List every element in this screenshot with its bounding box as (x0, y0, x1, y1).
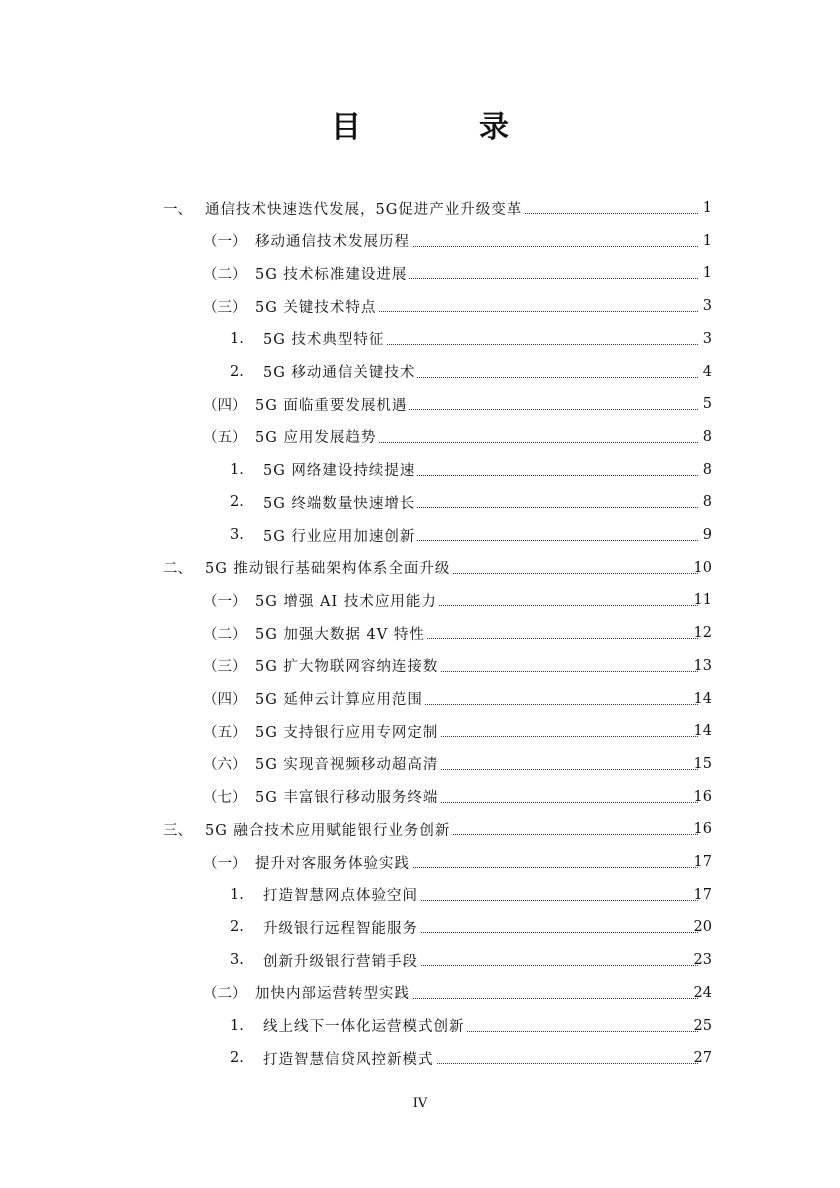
toc-entry-number: （三） (203, 659, 247, 676)
toc-entry[interactable] (0, 1009, 840, 1043)
toc-page-number: 8 (702, 461, 712, 478)
toc-page-number: 3 (702, 298, 712, 315)
toc-entry-title: 创新升级银行营销手段 (263, 950, 420, 971)
toc-page-number: 14 (693, 723, 712, 740)
toc-entry[interactable] (0, 910, 840, 944)
toc-entry[interactable] (0, 551, 840, 585)
toc-page-number: 9 (702, 527, 712, 543)
toc-entry-title: 移动通信技术发展历程 (255, 230, 412, 251)
toc-entry[interactable] (0, 943, 840, 977)
toc-page-number: 11 (693, 592, 712, 609)
toc-entry-title: 加快内部运营转型实践 (255, 982, 412, 1003)
toc-page-number: 1 (702, 265, 712, 282)
toc-entry[interactable] (0, 289, 840, 323)
toc-entry-title: 5G 面临重要发展机遇 (255, 394, 409, 415)
toc-entry[interactable] (0, 812, 840, 846)
toc-page-number: 8 (702, 428, 712, 445)
toc-entry-number: （五） (203, 724, 247, 741)
toc-entry[interactable] (0, 1041, 840, 1075)
toc-entry[interactable] (0, 780, 840, 814)
toc-entry[interactable] (0, 682, 840, 716)
toc-entry-title: 打造智慧网点体验空间 (263, 884, 420, 905)
toc-entry-number: 三、 (163, 822, 192, 839)
page-number-footer: IV (412, 1096, 428, 1111)
toc-page-number: 23 (693, 952, 712, 969)
toc-entry[interactable] (0, 714, 840, 748)
toc-entry-title: 5G 增强 AI 技术应用能力 (255, 590, 439, 611)
toc-entry[interactable] (0, 878, 840, 912)
toc-entry-title: 5G 支持银行应用专网定制 (255, 721, 440, 742)
toc-entry-number: （一） (203, 234, 247, 251)
toc-entry[interactable] (0, 583, 840, 617)
toc-entry[interactable] (0, 976, 840, 1010)
toc-page-number: 1 (702, 232, 712, 249)
toc-entry-title: 5G 融合技术应用赋能银行业务创新 (205, 819, 452, 840)
toc-entry-title: 5G 扩大物联网容纳连接数 (255, 655, 440, 676)
toc-entry[interactable] (0, 616, 840, 650)
toc-entry[interactable] (0, 518, 840, 552)
toc-entry-number: 1. (230, 1017, 244, 1034)
toc-entry-title: 5G 技术标准建设进展 (255, 263, 409, 284)
toc-page-number: 24 (693, 984, 712, 1001)
toc-page-number: 3 (702, 330, 712, 347)
toc-entry-number: 2. (230, 1050, 244, 1067)
toc-entry[interactable] (0, 747, 840, 781)
toc-entry-title: 5G 应用发展趋势 (255, 426, 378, 447)
toc-entry[interactable] (0, 256, 840, 290)
toc-page-number: 10 (693, 559, 712, 576)
toc-page-number: 13 (693, 657, 712, 674)
toc-page-number: 17 (693, 854, 712, 870)
toc-entry-number: （二） (203, 626, 247, 643)
toc-page-number: 15 (693, 755, 712, 772)
toc-entry-title: 5G 延伸云计算应用范围 (255, 688, 425, 709)
toc-entry-title: 5G 行业应用加速创新 (263, 525, 417, 546)
toc-entry-number: （七） (203, 790, 247, 807)
toc-page-number: 16 (693, 821, 712, 838)
toc-entry[interactable] (0, 191, 840, 225)
toc-entry-number: （四） (203, 692, 247, 708)
toc-entry-number: （四） (203, 397, 247, 414)
toc-entry-title: 线上线下一体化运营模式创新 (263, 1015, 467, 1036)
toc-entry[interactable] (0, 649, 840, 683)
toc-page-number: 20 (693, 919, 712, 936)
toc-entry-title: 5G 丰富银行移动服务终端 (255, 786, 440, 807)
toc-entry-title: 提升对客服务体验实践 (255, 852, 412, 873)
toc-entry-number: （六） (203, 757, 247, 774)
toc-entry-number: 1. (230, 330, 244, 347)
toc-entry-number: 1. (230, 886, 244, 903)
toc-entry-title: 通信技术快速迭代发展，5G促进产业升级变革 (205, 198, 524, 219)
toc-entry-title: 5G 加强大数据 4V 特性 (255, 623, 427, 644)
toc-entry-number: （二） (203, 266, 247, 283)
toc-page-number: 4 (702, 363, 712, 380)
toc-entry-number: （三） (203, 299, 247, 316)
toc-page-number: 17 (693, 886, 712, 903)
toc-entry-number: 2. (230, 919, 244, 936)
toc-entry-title: 5G 网络建设持续提速 (263, 459, 417, 480)
toc-entry-number: （五） (203, 430, 247, 447)
toc-entry-title: 打造智慧信贷风控新模式 (263, 1048, 436, 1069)
toc-page-number: 27 (693, 1050, 712, 1067)
toc-entry-title: 5G 技术典型特征 (263, 328, 386, 349)
toc-page-number: 8 (702, 494, 712, 511)
toc-entry-number: 二、 (163, 561, 192, 578)
toc-entry-title: 5G 关键技术特点 (255, 296, 378, 317)
toc-entry-number: （二） (203, 986, 247, 1003)
toc-entry-number: （一） (203, 593, 247, 610)
toc-entry[interactable] (0, 355, 840, 389)
toc-entry-number: 1. (230, 461, 244, 478)
toc-page-number: 14 (693, 690, 712, 707)
toc-entry-number: 2. (230, 363, 244, 380)
toc-page-number: 12 (693, 625, 712, 642)
toc-entry[interactable] (0, 322, 840, 356)
toc-page-number: 25 (693, 1017, 712, 1034)
toc-entry[interactable] (0, 387, 840, 421)
toc-entry[interactable] (0, 845, 840, 879)
toc-entry-number: 3. (230, 527, 244, 543)
toc-page-number: 16 (693, 788, 712, 805)
toc-entry-number: 2. (230, 494, 244, 511)
toc-entry-title: 5G 终端数量快速增长 (263, 492, 417, 513)
toc-page-number: 5 (702, 396, 712, 413)
toc-entry-number: （一） (203, 855, 247, 872)
toc-entry-title: 升级银行远程智能服务 (263, 917, 420, 938)
toc-entry[interactable] (0, 224, 840, 258)
toc-entry[interactable] (0, 453, 840, 487)
toc-entry[interactable] (0, 485, 840, 519)
page-title: 目 录 (331, 110, 553, 145)
toc-entry-title: 5G 实现音视频移动超高清 (255, 753, 440, 774)
toc-entry-title: 5G 移动通信关键技术 (263, 361, 417, 382)
toc-entry-number: 一、 (163, 201, 192, 218)
toc-entry[interactable] (0, 420, 840, 454)
toc-page-number: 1 (702, 200, 712, 216)
toc-entry-title: 5G 推动银行基础架构体系全面升级 (205, 557, 452, 578)
toc-entry-number: 3. (230, 952, 244, 969)
